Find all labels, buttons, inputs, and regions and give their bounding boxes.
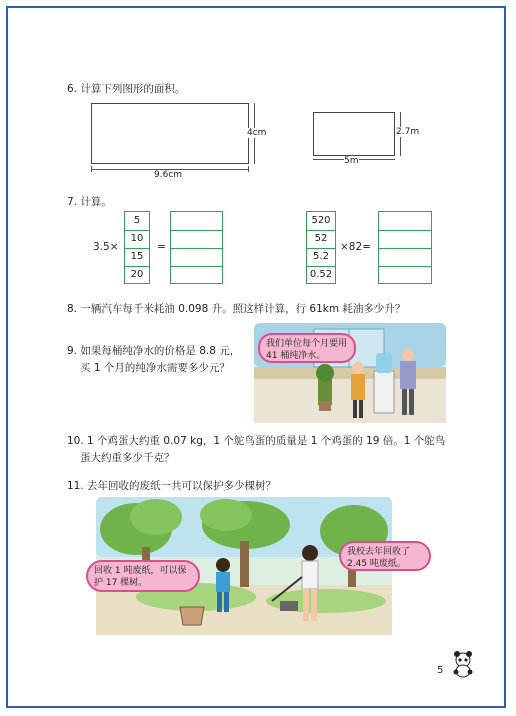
q7-prompt: 7. 计算。 — [67, 196, 112, 208]
q9-speech-bubble: 我们单位每个月要用 41 桶纯净水。 — [258, 333, 356, 363]
q6-rect1-height-label: 4cm — [247, 128, 267, 138]
q6-rect2-width-label: 5m — [344, 156, 359, 166]
q6-rect1-tick — [248, 166, 249, 172]
q11-prompt: 11. 去年回收的废纸一共可以保护多少棵树？ — [67, 480, 277, 492]
q7-right-value: 5.2 — [307, 248, 335, 266]
q7-left-value-column — [124, 211, 150, 284]
q7-right-value: 0.52 — [307, 266, 335, 283]
q10-line-1: 10. 1 个鸡蛋大约重 0.07 kg，1 个鸵鸟蛋的质量是 1 个鸡蛋的 19 倍。1 个鸵鸟 — [67, 435, 446, 447]
q7-right-value: 52 — [307, 230, 335, 248]
q6-rect1-tick — [91, 166, 92, 172]
q7-right-answer-column[interactable] — [378, 211, 432, 284]
q6-rectangle-1 — [91, 103, 249, 164]
page-number: 5 — [437, 665, 444, 676]
q10-line-2: 蛋大约重多少千克？ — [80, 452, 175, 464]
q7-answer-divider — [171, 248, 222, 249]
q7-right-value-column — [306, 211, 336, 284]
q6-rect2-height-label: 2.7m — [396, 127, 420, 137]
q6-rectangle-2 — [313, 112, 395, 156]
q6-rect1-width-label: 9.6cm — [154, 170, 183, 180]
q7-answer-divider — [171, 230, 222, 231]
q9-line-2: 买 1 个月的纯净水需要多少元？ — [80, 362, 230, 374]
q7-answer-divider — [379, 248, 431, 249]
panda-icon — [452, 650, 474, 678]
q7-answer-divider — [171, 266, 222, 267]
q7-left-equals: = — [157, 241, 166, 253]
q7-left-value: 15 — [125, 248, 149, 266]
q8-prompt: 8. 一辆汽车每千米耗油 0.098 升。照这样计算，行 61km 耗油多少升？ — [67, 303, 406, 315]
q7-right-value: 520 — [311, 215, 331, 226]
q7-answer-divider — [379, 230, 431, 231]
q6-prompt: 6. 计算下列图形的面积。 — [67, 83, 186, 95]
q7-left-value: 5 — [133, 215, 141, 226]
q7-answer-divider — [379, 266, 431, 267]
q7-left-value: 20 — [125, 266, 149, 283]
q7-right-operator: ×82= — [340, 241, 371, 253]
q7-left-answer-column[interactable] — [170, 211, 223, 284]
q9-line-1: 9. 如果每桶纯净水的价格是 8.8 元， — [67, 345, 241, 357]
q7-left-value: 10 — [125, 230, 149, 248]
q11-right-speech-bubble: 我校去年回收了 2.45 吨废纸。 — [339, 541, 431, 571]
q7-left-multiplier: 3.5× — [93, 241, 119, 253]
q11-left-speech-bubble: 回收 1 吨废纸，可以保护 17 棵树。 — [86, 560, 200, 592]
